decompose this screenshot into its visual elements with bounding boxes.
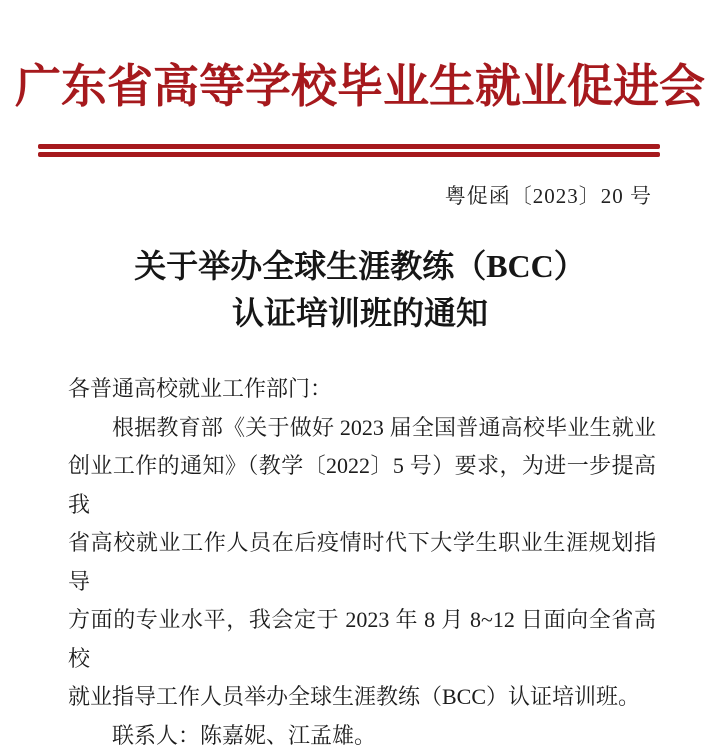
body-line: 联系人：陈嘉妮、江孟雄。 xyxy=(68,717,656,755)
document-title-line2: 认证培训班的通知 xyxy=(0,290,720,337)
body-line: 创业工作的通知》（教学〔2022〕5 号）要求，为进一步提高我 xyxy=(68,447,656,524)
divider-bottom-bar xyxy=(38,152,660,157)
letterhead-org-name: 广东省高等学校毕业生就业促进会 xyxy=(0,50,720,124)
body-line: 各普通高校就业工作部门： xyxy=(68,370,656,409)
letterhead-divider xyxy=(38,144,660,157)
body-line: 省高校就业工作人员在后疫情时代下大学生职业生涯规划指导 xyxy=(68,524,656,601)
document-page xyxy=(0,50,720,717)
document-title-line1: 关于举办全球生涯教练（BCC） xyxy=(0,243,720,290)
body-line: 就业指导工作人员举办全球生涯教练（BCC）认证培训班。 xyxy=(68,678,656,717)
body-line: 根据教育部《关于做好 2023 届全国普通高校毕业生就业 xyxy=(68,409,656,448)
document-body xyxy=(68,370,656,755)
document-title xyxy=(0,243,720,337)
body-line: 方面的专业水平，我会定于 2023 年 8 月 8~12 日面向全省高校 xyxy=(68,601,656,678)
reference-number: 粤促函〔2023〕20 号 xyxy=(0,183,720,209)
